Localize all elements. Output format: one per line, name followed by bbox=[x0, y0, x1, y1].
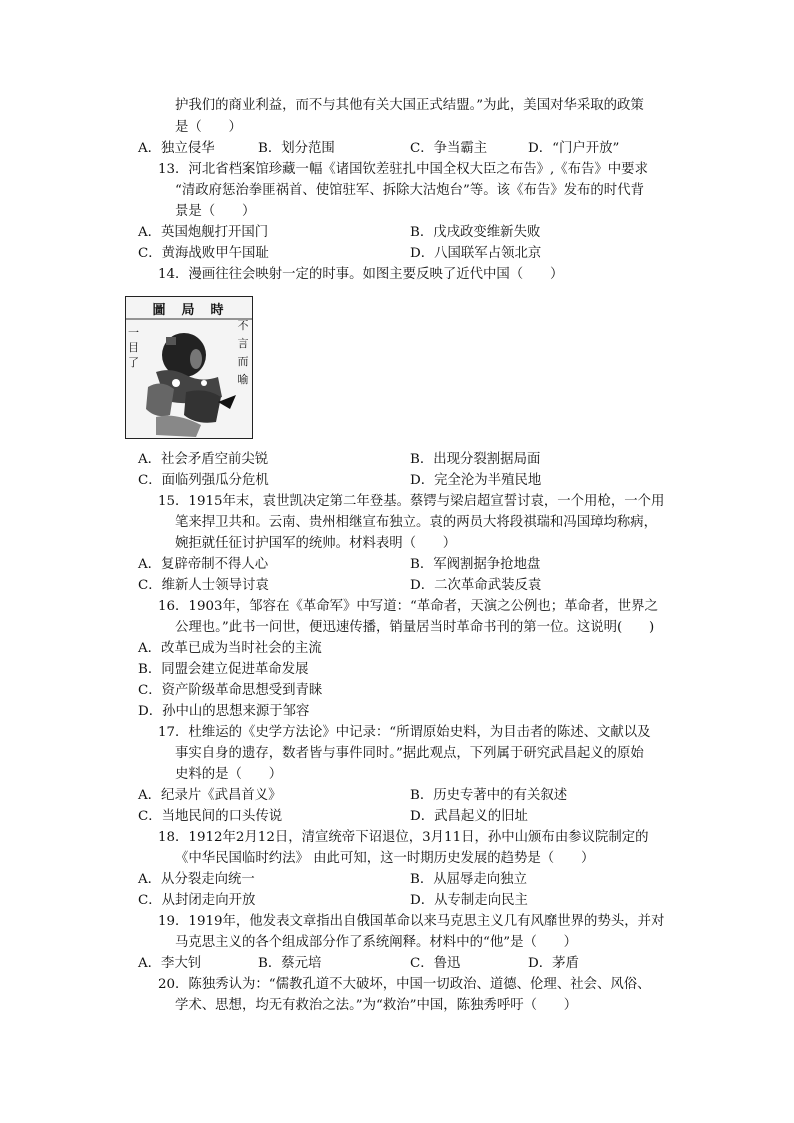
q15-option-b[interactable]: B．军阀割据争抢地盘 bbox=[410, 557, 541, 572]
q17-stem-line-1: 17．杜维运的《史学方法论》中记录：“所谓原始史料，为目击者的陈述、文献以及 bbox=[158, 725, 651, 740]
q18-stem-line-1: 18．1912年2月12日，清宣统帝下诏退位，3月11日，孙中山颁布由参议院制定的 bbox=[158, 830, 649, 845]
q19-option-c[interactable]: C．鲁迅 bbox=[410, 956, 461, 971]
q15-option-a[interactable]: A．复辟帝制不得人心 bbox=[138, 557, 269, 572]
q16-stem-line-1: 16．1903年，邹容在《革命军》中写道：“革命者，天演之公例也；革命者，世界之 bbox=[158, 599, 658, 614]
q17-stem-line-3: 史料的是（ ） bbox=[175, 767, 283, 782]
q17-option-b[interactable]: B．历史专著中的有关叙述 bbox=[410, 788, 568, 803]
q13-stem-line-2: “清政府惩治拳匪祸首、使馆驻军、拆除大沽炮台”等。该《布告》发布的时代背 bbox=[175, 183, 644, 198]
q15-stem-line-1: 15．1915年末，袁世凯决定第二年登基。蔡锷与梁启超宣誓讨袁，一个用枪，一个用 bbox=[158, 494, 665, 509]
q16-option-d[interactable]: D．孙中山的思想来源于邹容 bbox=[138, 704, 310, 719]
cartoon-right-caption: 不言而喻 bbox=[237, 319, 249, 386]
q17-option-a[interactable]: A．纪录片《武昌首义》 bbox=[138, 788, 282, 803]
q16-option-a[interactable]: A．改革已成为当时社会的主流 bbox=[138, 641, 322, 656]
q20-stem-line-1: 20．陈独秀认为：“儒教孔道不大破坏，中国一切政治、道德、伦理、社会、风俗、 bbox=[158, 977, 651, 992]
q13-option-c[interactable]: C．黄海战败甲午国耻 bbox=[138, 246, 269, 261]
q12-option-c[interactable]: C．争当霸主 bbox=[410, 141, 488, 156]
q18-option-c[interactable]: C．从封闭走向开放 bbox=[138, 893, 256, 908]
q13-stem-line-3: 景是（ ） bbox=[175, 204, 256, 219]
q15-option-c[interactable]: C．维新人士领导讨袁 bbox=[138, 578, 269, 593]
q18-option-a[interactable]: A．从分裂走向统一 bbox=[138, 872, 255, 887]
q12-stem-line-1: 护我们的商业利益，而不与其他有关大国正式结盟。”为此，美国对华采取的政策 bbox=[175, 98, 644, 113]
q12-option-d[interactable]: D．“门户开放” bbox=[528, 141, 620, 156]
q16-option-c[interactable]: C．资产阶级革命思想受到青睐 bbox=[138, 683, 323, 698]
q14-cartoon-image bbox=[125, 296, 253, 439]
q15-option-d[interactable]: D．二次革命武装反袁 bbox=[410, 578, 542, 593]
q14-option-a[interactable]: A．社会矛盾空前尖锐 bbox=[138, 452, 269, 467]
q13-stem-line-1: 13．河北省档案馆珍藏一幅《诸国钦差驻扎中国全权大臣之布告》,《布告》中要求 bbox=[158, 162, 648, 177]
q12-option-a[interactable]: A．独立侵华 bbox=[138, 141, 215, 156]
q19-stem-line-1: 19．1919年，他发表文章指出自俄国革命以来马克思主义几有风靡世界的势头，并对 bbox=[158, 914, 665, 929]
q18-option-d[interactable]: D．从专制走向民主 bbox=[410, 893, 528, 908]
q16-option-b[interactable]: B．同盟会建立促进革命发展 bbox=[138, 662, 309, 677]
cartoon-left-caption: 一目了 bbox=[128, 326, 139, 369]
q17-stem-line-2: 事实自身的遗存，数者皆与事件同时。”据此观点，下列属于研究武昌起义的原始 bbox=[175, 746, 644, 761]
q14-option-c[interactable]: C．面临列强瓜分危机 bbox=[138, 473, 269, 488]
q12-stem-line-2: 是（ ） bbox=[175, 120, 242, 135]
q17-option-d[interactable]: D．武昌起义的旧址 bbox=[410, 809, 528, 824]
q18-stem-line-2: 《中华民国临时约法》 由此可知，这一时期历史发展的趋势是（ ） bbox=[175, 851, 595, 866]
q19-option-d[interactable]: D．茅盾 bbox=[528, 956, 579, 971]
q17-option-c[interactable]: C．当地民间的口头传说 bbox=[138, 809, 283, 824]
q20-stem-line-2: 学术、思想，均无有救治之法。”为“救治”中国，陈独秀呼吁（ ） bbox=[175, 998, 578, 1013]
q15-stem-line-2: 笔来捍卫共和。云南、贵州相继宣布独立。袁的两员大将段祺瑞和冯国璋均称病， bbox=[175, 515, 658, 530]
q19-stem-line-2: 马克思主义的各个组成部分作了系统阐释。材料中的“他”是（ ） bbox=[175, 935, 578, 950]
q13-option-b[interactable]: B．戊戌政变维新失败 bbox=[410, 225, 541, 240]
q12-option-b[interactable]: B．划分范围 bbox=[258, 141, 335, 156]
q14-option-d[interactable]: D．完全沦为半殖民地 bbox=[410, 473, 542, 488]
q15-stem-line-3: 婉拒就任征讨护国军的统帅。材料表明（ ） bbox=[175, 536, 457, 551]
q14-option-b[interactable]: B．出现分裂割据局面 bbox=[410, 452, 541, 467]
cartoon-title: 圖局時 bbox=[152, 303, 240, 318]
q16-stem-line-2: 公理也。”此书一问世，便迅速传播，销量居当时革命书刊的第一位。这说明( ) bbox=[175, 620, 655, 635]
q19-option-a[interactable]: A．李大钊 bbox=[138, 956, 202, 971]
q14-stem-line-1: 14．漫画往往会映射一定的时事。如图主要反映了近代中国（ ） bbox=[158, 267, 564, 282]
cartoon-drawing bbox=[126, 297, 253, 439]
q13-option-a[interactable]: A．英国炮舰打开国门 bbox=[138, 225, 269, 240]
q19-option-b[interactable]: B．蔡元培 bbox=[258, 956, 322, 971]
q13-option-d[interactable]: D．八国联军占领北京 bbox=[410, 246, 542, 261]
q18-option-b[interactable]: B．从屈辱走向独立 bbox=[410, 872, 527, 887]
